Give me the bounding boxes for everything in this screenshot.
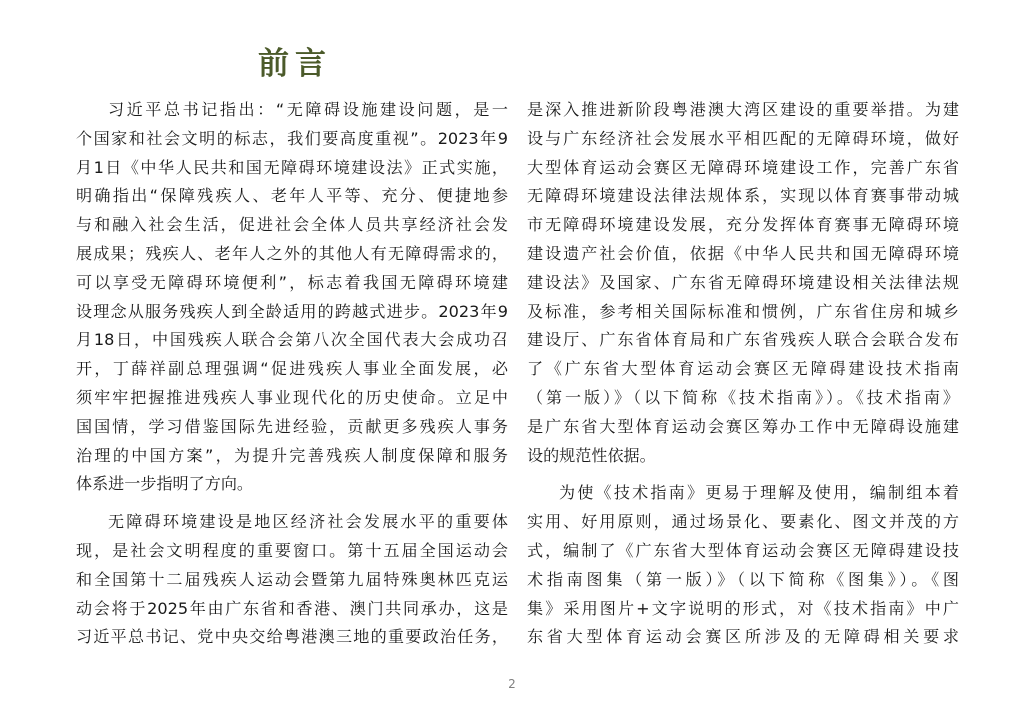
text-line: 展成果；残疾人、老年人之外的其他人有无障碍需求的， <box>76 243 508 263</box>
page-title: 前言 <box>258 46 332 82</box>
text-line: 和全国第十二届残疾人运动会暨第九届特殊奥林匹克运 <box>76 569 508 589</box>
paragraph-2-continued <box>527 96 959 470</box>
text-line: 治理的中国方案”，为提升完善残疾人制度保障和服务 <box>76 445 508 465</box>
text-line: 建设遗产社会价值，依据《中华人民共和国无障碍环境 <box>527 243 959 263</box>
paragraph-3 <box>527 479 959 652</box>
text-line: 可以享受无障碍环境便利”，标志着我国无障碍环境建 <box>76 272 508 292</box>
text-line: 无障碍环境建设法律法规体系，实现以体育赛事带动城 <box>527 186 959 206</box>
text-line: 术指南图集（第一版）》（以下简称《图集》）。《图 <box>527 569 959 589</box>
text-line: 月1日《中华人民共和国无障碍环境建设法》正式实施， <box>76 157 508 177</box>
text-line: 须牢牢把握推进残疾人事业现代化的历史使命。立足中 <box>76 387 508 407</box>
text-line: 国国情，学习借鉴国际先进经验，贡献更多残疾人事务 <box>76 416 508 436</box>
text-line: 个国家和社会文明的标志，我们要高度重视”。2023年9 <box>76 128 508 148</box>
page-number: 2 <box>508 677 516 691</box>
text-line: 大型体育运动会赛区无障碍环境建设工作，完善广东省 <box>527 157 959 177</box>
text-line: 是广东省大型体育运动会赛区筹办工作中无障碍设施建 <box>527 416 959 436</box>
text-line: （第一版）》（以下简称《技术指南》）。《技术指南》 <box>527 387 959 407</box>
text-line: 无障碍环境建设是地区经济社会发展水平的重要体 <box>108 512 508 532</box>
paragraph-2 <box>76 508 508 652</box>
text-line: 了《广东省大型体育运动会赛区无障碍建设技术指南 <box>527 359 959 379</box>
text-line: 设与广东经济社会发展水平相匹配的无障碍环境，做好 <box>527 128 959 148</box>
paragraph-1 <box>76 96 508 499</box>
text-line: 动会将于2025年由广东省和香港、澳门共同承办，这是 <box>76 598 508 618</box>
text-line: 月18日，中国残疾人联合会第八次全国代表大会成功召 <box>76 330 508 350</box>
text-line: 为使《技术指南》更易于理解及使用，编制组本着 <box>559 483 959 503</box>
text-line: 体系进一步指明了方向。 <box>76 474 254 494</box>
text-line: 建设法》及国家、广东省无障碍环境建设相关法律法规 <box>527 272 959 292</box>
text-line: 及标准，参考相关国际标准和惯例，广东省住房和城乡 <box>527 301 959 321</box>
text-line: 是深入推进新阶段粤港澳大湾区建设的重要举措。为建 <box>527 100 959 119</box>
text-line: 建设厅、广东省体育局和广东省残疾人联合会联合发布 <box>527 330 959 350</box>
text-line: 习近平总书记、党中央交给粤港澳三地的重要政治任务， <box>76 627 508 647</box>
text-line: 与和融入社会生活，促进社会全体人员共享经济社会发 <box>76 215 508 235</box>
text-line: 设的规范性依据。 <box>527 445 656 465</box>
text-line: 东省大型体育运动会赛区所涉及的无障碍相关要求 <box>527 627 959 647</box>
left-column <box>76 96 508 652</box>
text-line: 实用、好用原则，通过场景化、要素化、图文并茂的方 <box>527 512 959 532</box>
text-line: 习近平总书记指出：“无障碍设施建设问题，是一 <box>108 100 508 119</box>
right-column <box>527 96 959 652</box>
text-line: 市无障碍环境建设发展，充分发挥体育赛事无障碍环境 <box>527 215 959 235</box>
text-line: 明确指出“保障残疾人、老年人平等、充分、便捷地参 <box>76 186 508 206</box>
text-line: 设理念从服务残疾人到全龄适用的跨越式进步。2023年9 <box>76 301 508 321</box>
text-line: 开，丁薛祥副总理强调“促进残疾人事业全面发展，必 <box>76 359 508 379</box>
text-line: 现，是社会文明程度的重要窗口。第十五届全国运动会 <box>76 540 508 560</box>
text-line: 集》采用图片+文字说明的形式，对《技术指南》中广 <box>527 598 959 618</box>
text-line: 式，编制了《广东省大型体育运动会赛区无障碍建设技 <box>527 540 959 560</box>
